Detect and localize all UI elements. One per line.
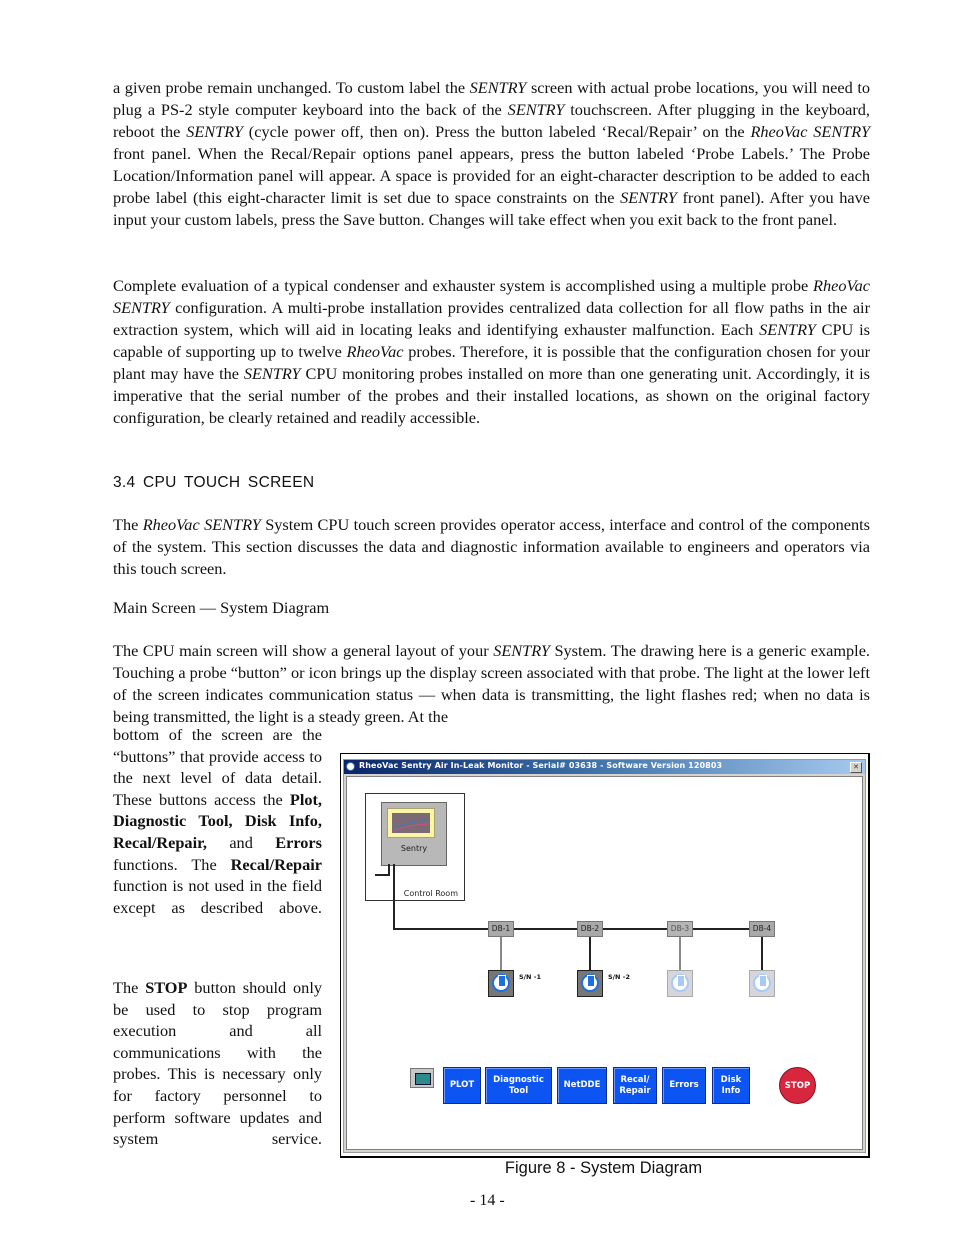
disk-info-button[interactable] <box>712 1067 750 1104</box>
paragraph-probe-labels: a given probe remain unchanged. To custom label the SENTRY screen with actual probe locations, you will need to plug a PS-2 style computer keyboard into the back of the SENTRY touchscreen. After plugging in the keyboard, reboot the SENTRY (cycle power off, then on). Press the button labeled ‘Recal/Repair’ on the RheoVac SENTRY front panel. When the Recal/Repair options panel appears, press the button labeled ‘Probe Labels.’ The Probe Location/Information panel will appear. A space is provided for an eight-character description to be added to each probe label (this eight-character limit is set due to space constraints on the SENTRY front panel). After you have input your custom labels, press the Save button. Changes will take effect when you exit back to the front panel. <box>113 78 870 229</box>
diagnostic-tool-label-line1: Diagnostic <box>493 1074 544 1085</box>
probe-line <box>500 937 502 971</box>
probe-button-4[interactable] <box>749 970 775 997</box>
trend-graph-icon <box>392 813 430 833</box>
probe-button-2[interactable] <box>577 970 603 997</box>
probe-line <box>761 937 763 971</box>
db-box-2[interactable]: DB-2 <box>577 921 603 937</box>
control-room-box <box>365 793 465 901</box>
italic-term: SENTRY <box>469 78 527 97</box>
section-heading: 3.4 CPU TOUCH SCREEN <box>113 474 315 491</box>
italic-term: SENTRY <box>759 320 816 339</box>
probe-icon <box>581 974 599 992</box>
probe-line <box>679 937 681 971</box>
errors-button[interactable] <box>662 1067 706 1104</box>
figure-caption: Figure 8 - System Diagram <box>504 1159 703 1177</box>
italic-term: SENTRY <box>493 641 550 660</box>
italic-term: SENTRY <box>243 364 301 383</box>
db-box-1[interactable]: DB-1 <box>488 921 514 937</box>
recal-repair-label-line1: Recal/ <box>620 1074 650 1085</box>
window-titlebar <box>344 760 865 774</box>
probe-icon <box>492 974 510 992</box>
italic-term: SENTRY <box>507 100 565 119</box>
paragraph-buttons-description: bottom of the screen are the “buttons” that provide access to the next level of data detail. These buttons access the Plot, Diagnostic Tool, Disk Info, Recal/Repair, and Errors functions. The Recal/Repair function is not used in the field except as described above. <box>113 725 322 917</box>
plot-button[interactable] <box>443 1067 481 1104</box>
page-number: - 14 - <box>470 1192 505 1209</box>
diagnostic-tool-label-line2: Tool <box>508 1085 529 1096</box>
disk-info-label-line1: Disk <box>720 1074 742 1085</box>
sentry-screen-icon <box>387 808 435 838</box>
connector-line <box>388 864 390 876</box>
recal-repair-label-line2: Repair <box>619 1085 651 1096</box>
plot-button-label: PLOT <box>449 1080 475 1090</box>
figure-system-diagram <box>340 753 870 1158</box>
bold-term: STOP <box>145 978 188 997</box>
bold-term: Recal/Repair <box>230 854 322 874</box>
sentry-label: Sentry <box>400 844 428 853</box>
paragraph-touch-screen-intro: The RheoVac SENTRY System CPU touch screen provides operator access, interface and control of the components of the system. This section discusses the data and diagnostic information available to engineers and operators via this touch screen. <box>113 515 870 578</box>
window-client-area <box>346 776 863 1150</box>
connector-line <box>375 874 389 876</box>
errors-button-label: Errors <box>669 1080 699 1090</box>
italic-term: RheoVac SENTRY <box>142 515 261 534</box>
bold-term: Plot, Diagnostic Tool, Disk Info, Recal/Repair, <box>113 789 322 852</box>
db-box-4[interactable]: DB-4 <box>749 921 775 937</box>
paragraph-multi-probe: Complete evaluation of a typical condenser and exhauster system is accomplished using a multiple probe RheoVac SENTRY configuration. A multi-probe installation provides centralized data collection for all flow paths in the air extraction system, which will aid in locating leaks and identifying exhauster malfunction. Each SENTRY CPU is capable of supporting up to twelve RheoVac probes. Therefore, it is possible that the configuration chosen for your plant may have the SENTRY CPU monitoring probes installed on more than one generating unit. Accordingly, it is imperative that the serial number of the probes and their installed locations, as shown on the original factory configuration, be clearly retained and readily accessible. <box>113 276 871 427</box>
diagnostic-tool-button[interactable] <box>485 1067 552 1104</box>
stop-button[interactable] <box>779 1067 816 1104</box>
paragraph-main-screen: The CPU main screen will show a general layout of your SENTRY System. The drawing here is a generic example. Touching a probe “button” or icon brings up the display screen associated with that probe. The light at the lower left of the screen indicates communication status — when data is transmitting, the light flashes red; when no data is being transmitted, the light is a steady green. At the <box>113 641 870 726</box>
network-line <box>393 864 395 929</box>
window-title: RheoVac Sentry Air In-Leak Monitor - Serial# 03638 - Software Version 120803 <box>359 761 723 770</box>
netdde-button[interactable] <box>557 1067 607 1104</box>
italic-term: RheoVac SENTRY <box>113 276 870 317</box>
keyboard-icon <box>415 1073 431 1085</box>
paragraph-stop-description: The STOP button should only be used to stop program execution and all communications with the probes. This is necessary only for factory personnel to perform software updates and system service. <box>113 978 322 1149</box>
probe-serial-1: S/N -1 <box>519 973 541 981</box>
netdde-button-label: NetDDE <box>563 1080 601 1090</box>
close-icon[interactable]: ✕ <box>850 762 862 773</box>
italic-term: SENTRY <box>186 122 243 141</box>
probe-line <box>589 937 591 971</box>
keyboard-button[interactable] <box>410 1068 434 1088</box>
probe-serial-2: S/N -2 <box>608 973 630 981</box>
bold-term: Errors <box>275 832 322 852</box>
subheading-main-screen: Main Screen — System Diagram <box>113 598 330 617</box>
probe-icon <box>671 974 689 992</box>
probe-button-1[interactable] <box>488 970 514 997</box>
italic-term: RheoVac SENTRY <box>750 122 870 141</box>
recal-repair-button[interactable] <box>613 1067 657 1104</box>
stop-button-label: STOP <box>784 1080 811 1091</box>
db-box-3[interactable]: DB-3 <box>667 921 693 937</box>
disk-info-label-line2: Info <box>721 1085 741 1096</box>
italic-term: SENTRY <box>620 188 677 207</box>
app-window <box>343 759 866 1153</box>
italic-term: RheoVac <box>346 342 404 361</box>
app-icon <box>346 762 355 771</box>
sentry-cpu-button[interactable] <box>381 802 447 866</box>
probe-button-3[interactable] <box>667 970 693 997</box>
control-room-label: Control Room <box>403 889 458 898</box>
probe-icon <box>753 974 771 992</box>
